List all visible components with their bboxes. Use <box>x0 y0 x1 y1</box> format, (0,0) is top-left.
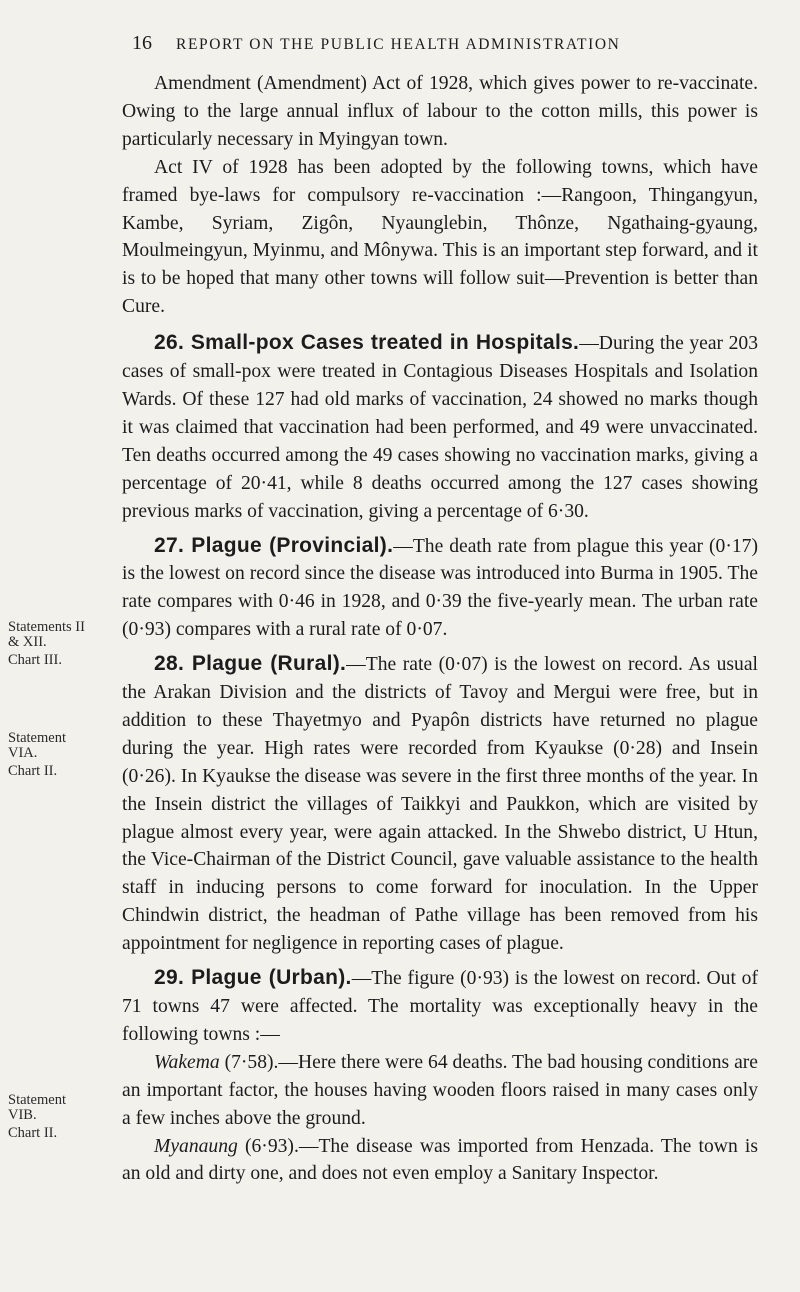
section-27-heading: 27. Plague (Provincial). <box>154 533 394 557</box>
page-number: 16 <box>132 32 152 54</box>
margin-note-line: VIA. <box>8 745 38 761</box>
margin-note-line: Chart II. <box>8 1125 58 1141</box>
paragraph-myanaung <box>122 1133 758 1189</box>
margin-note-line: & XII. <box>8 634 47 650</box>
margin-note-statement-vib <box>8 1093 120 1141</box>
running-title: REPORT ON THE PUBLIC HEALTH ADMINISTRATION <box>176 36 621 53</box>
section-29-text: —The figure (0·93) is the lowest on record. Out of 71 towns 47 were affected. The mortality was exceptionally heavy in the following towns :— <box>122 968 759 1045</box>
section-26-heading: 26. Small-pox Cases treated in Hospitals. <box>154 331 580 355</box>
margin-note-line: Chart III. <box>8 652 62 668</box>
body-text <box>122 70 758 1188</box>
margin-note-statement-via <box>8 731 120 779</box>
myanaung-text: (6·93).—The disease was imported from Henzada. The town is an old and dirty one, and does not even employ a Sanitary Inspector. <box>122 1135 758 1185</box>
wakema-text: (7·58).—Here there were 64 deaths. The bad housing conditions are an important factor, the houses having wooden floors raised in many cases only a few inches above the ground. <box>122 1051 758 1129</box>
section-27-text: —The death rate from plague this year (0·17) is the lowest on record since the disease was introduced into Burma in 1905. The rate compares with 0·46 in 1928, and 0·39 the five-yearly mean. The urban rate (0·93) compares with a rural rate of 0·07. <box>122 535 758 641</box>
section-27 <box>122 532 758 645</box>
margin-note-statements-ii-xii <box>8 620 120 668</box>
margin-note-line: Chart II. <box>8 763 58 779</box>
section-29 <box>122 964 758 1049</box>
margin-note-line: Statements II <box>8 619 85 635</box>
margin-note-line: VIB. <box>8 1107 37 1123</box>
section-26 <box>122 329 758 525</box>
section-28-text: —The rate (0·07) is the lowest on record. As usual the Arakan Division and the districts of Tavoy and Mergui were free, but in addition to these Thayetmyo and Pyapôn districts have returned no plague during the year. High rates were recorded from Kyaukse (0·28) and Insein (0·26). In Kyaukse the disease was severe in the first three months of the year. In the Insein district the villages of Taikkyi and Paukkon, which are visited by plague almost every year, were again attacked. In the Shwebo district, U Htun, the Vice-Chairman of the District Council, gave valuable assistance to the health staff in inducing persons to come forward for inoculation. In the Upper Chindwin district, the headman of Pathe village has been removed from his appointment for negligence in reporting cases of plague. <box>122 654 758 955</box>
margin-note-line: Statement <box>8 1092 66 1108</box>
paragraph-wakema <box>122 1049 758 1133</box>
section-26-text: —During the year 203 cases of small-pox were treated in Contagious Diseases Hospitals and Isolation Wards. Of these 127 had old marks of vaccination, 24 showed no marks though it was claimed that vaccination had been performed, and 49 were unvaccinated. Ten deaths occurred among the 49 cases showing no vaccination marks, giving a percentage of 20·41, while 8 deaths occurred among the 127 cases showing previous marks of vaccination, giving a percentage of 6·30. <box>122 333 758 522</box>
section-28 <box>122 650 758 958</box>
town-name-wakema: Wakema <box>154 1051 220 1073</box>
town-name-myanaung: Myanaung <box>154 1135 238 1157</box>
section-28-heading: 28. Plague (Rural). <box>154 652 347 676</box>
section-29-heading: 29. Plague (Urban). <box>154 966 352 990</box>
paragraph-act-iv: Act IV of 1928 has been adopted by the following towns, which have framed bye-laws for compulsory re-vaccination :—Rangoon, Thingangyun, Kambe, Syriam, Zigôn, Nyaunglebin, Thônze, Ngathaing-gyaung, Moulmeingyun, Myinmu, and Mônywa. This is an important step forward, and it is to be hoped that many other towns will follow suit—Prevention is better than Cure. <box>122 156 758 318</box>
page-header <box>0 22 800 58</box>
margin-note-line: Statement <box>8 730 66 746</box>
paragraph-amendment: Amendment (Amendment) Act of 1928, which gives power to re-vaccinate. Owing to the large annual influx of labour to the cotton mills, this power is particularly necessary in Myingyan town. <box>122 73 758 150</box>
